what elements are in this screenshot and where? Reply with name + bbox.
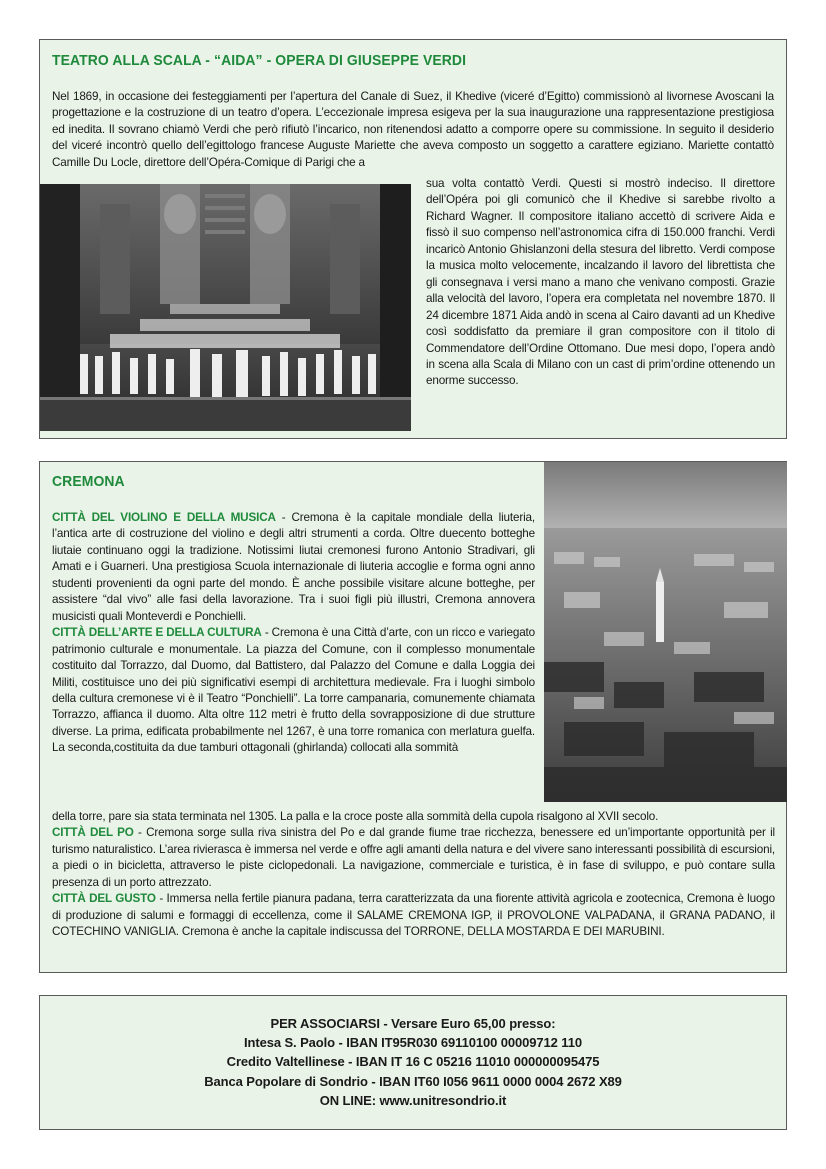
- aida-title: TEATRO ALLA SCALA - “AIDA” - OPERA DI GIUSEPPE VERDI: [52, 52, 467, 69]
- arte-text-continued: della torre, pare sia stata terminata nel 1305. La palla e la croce poste alla sommità della cupola risalgono al XVII secolo.: [52, 810, 659, 823]
- cremona-aerial-photo: [544, 462, 787, 802]
- gusto-heading: CITTÀ DEL GUSTO: [52, 892, 156, 906]
- cremona-paragraph-column: [52, 510, 535, 757]
- membership-info: [40, 1014, 786, 1110]
- aida-paragraph-right: sua volta contattò Verdi. Questi si mostrò indeciso. Il direttore dell’Opéra poi gli comunicò che il Khedive si sarebbe rivolto a Richard Wagner. Il compositore italiano accettò di scrivere Aida e fissò il suo compenso nell’astronomica cifra di 150.000 franchi. Verdi incaricò Antonio Ghislanzoni della stesura del libretto. Verdi compose la musica molto velocemente, incalzando il lavoro del librettista che gli consegnava i versi mano a mano che venivano composti. Grazie alla velocità del lavoro, l’opera era completata nel novembre 1870. Il 24 dicembre 1871 Aida andò in scena al Cairo davanti ad un Khedive così soddisfatto da premiare il gran compositore con il titolo di Commendatore dell’Ordine Ottomano. Due mesi dopo, l’opera andò in scena alla Scala di Milano con un cast di prim’ordine ottenendo un enorme successo.: [426, 177, 775, 388]
- cremona-aerial-image: [544, 462, 787, 802]
- po-heading: CITTÀ DEL PO: [52, 826, 134, 840]
- violino-text: - Cremona è la capitale mondiale della liuteria, l’antica arte di costruzione del violino e degli altri strumenti a corda. Oltre duecento botteghe liutaie continuano oggi la tradizione. Notissimi liutai cremonesi furono Antonio Stradivari, gli Amati e i Guarneri. Una prestigiosa Scuola internazionale di liuteria accoglie e forma ogni anno studenti provenienti da ogni parte del mondo. È anche possibile visitare alcune botteghe, per assistere “dal vivo” alle fasi della lavorazione. Tra i suoi figli più illustri, Cremona annovera musicisti quali Monteverdi e Ponchielli.: [52, 511, 535, 623]
- gusto-text: - Immersa nella fertile pianura padana, terra caratterizzata da una fiorente attività agricola e zootecnica, Cremona è luogo di produzione di salumi e formaggi di eccellenza, come il SALAME CREMONA IGP, il PROVOLONE VALPADANA, il GRANA PADANO, il COTECHINO VANIGLIA. Cremona è anche la capitale indiscussa del TORRONE, DELLA MOSTARDA E DEI MARUBINI.: [52, 892, 775, 939]
- cremona-paragraph-full: [52, 809, 775, 941]
- arte-heading: CITTÀ DELL’ARTE E DELLA CULTURA: [52, 626, 262, 640]
- iban-intesa-line: Intesa S. Paolo - IBAN IT95R030 69110100 00009712 110: [244, 1035, 582, 1051]
- iban-creval-line: Credito Valtellinese - IBAN IT 16 C 05216 11010 000000095475: [226, 1054, 600, 1070]
- violino-heading: CITTÀ DEL VIOLINO E DELLA MUSICA: [52, 511, 276, 524]
- membership-fee-line: PER ASSOCIARSI - Versare Euro 65,00 presso:: [270, 1016, 556, 1031]
- aida-paragraph-top: Nel 1869, in occasione dei festeggiamenti per l’apertura del Canale di Suez, il Khedive (viceré d’Egitto) commissionò al livornese Avoscani la progettazione e la costruzione di un teatro d’opera. L’eccezionale impresa esigeva per la sua inaugurazione una rappresentazione prestigiosa ed inedita. Il sovrano chiamò Verdi che però rifiutò l’incarico, non ritenendosi adatto a comporre opere su commissione. In seguito il desiderio del viceré incontrò quello dell’egittologo francese Auguste Mariette che aveva composto un soggetto a carattere egiziano. Mariette contattò Camille Du Locle, direttore dell’Opéra-Comique di Parigi che a: [52, 90, 774, 169]
- aida-section: [39, 39, 787, 439]
- online-website-line: ON LINE: www.unitresondrio.it: [319, 1092, 507, 1108]
- cremona-section: [39, 461, 787, 973]
- arte-text: - Cremona è una Città d’arte, con un ricco e variegato patrimonio culturale e monumentale. La piazza del Comune, con il complesso monumentale costituito dal Torrazzo, dal Duomo, dal Battistero, dal Palazzo del Comune e dalla Loggia dei Militi, costituisce uno dei più significativi esempi di architettura medievale. Fra i luoghi simbolo della cultura cremonese vi è il Teatro “Ponchielli”. La torre campanaria, comunemente chiamata Torrazzo, affianca il duomo. Alta oltre 112 metri è frutto della sovrapposizione di due strutture diverse. La prima, edificata probabilmente nel 1267, è una torre romanica con merlatura guelfa. La seconda,costituita da due tamburi ottagonali (ghirlanda) collocati alla sommità: [52, 626, 535, 755]
- membership-section: [39, 995, 787, 1130]
- po-text: - Cremona sorge sulla riva sinistra del Po e dal grande fiume trae ricchezza, benessere ed un’importante opportunità per il turismo naturalistico. L’area rivierasca è immersa nel verde e offre agli amanti della natura e del vivere sano interessanti possibilità di escursioni, a piedi o in bicicletta, attraverso le piste ciclopedonali. La navigazione, commerciale e turistica, è in fase di sviluppo, e può contare sulla presenza di un porto attrezzato.: [52, 826, 776, 889]
- iban-bps-line: Banca Popolare di Sondrio - IBAN IT60 I056 9611 0000 0004 2672 X89: [204, 1073, 622, 1089]
- cremona-title: CREMONA: [52, 473, 125, 490]
- aida-stage-image: [40, 184, 411, 431]
- aida-stage-photo: [40, 184, 411, 431]
